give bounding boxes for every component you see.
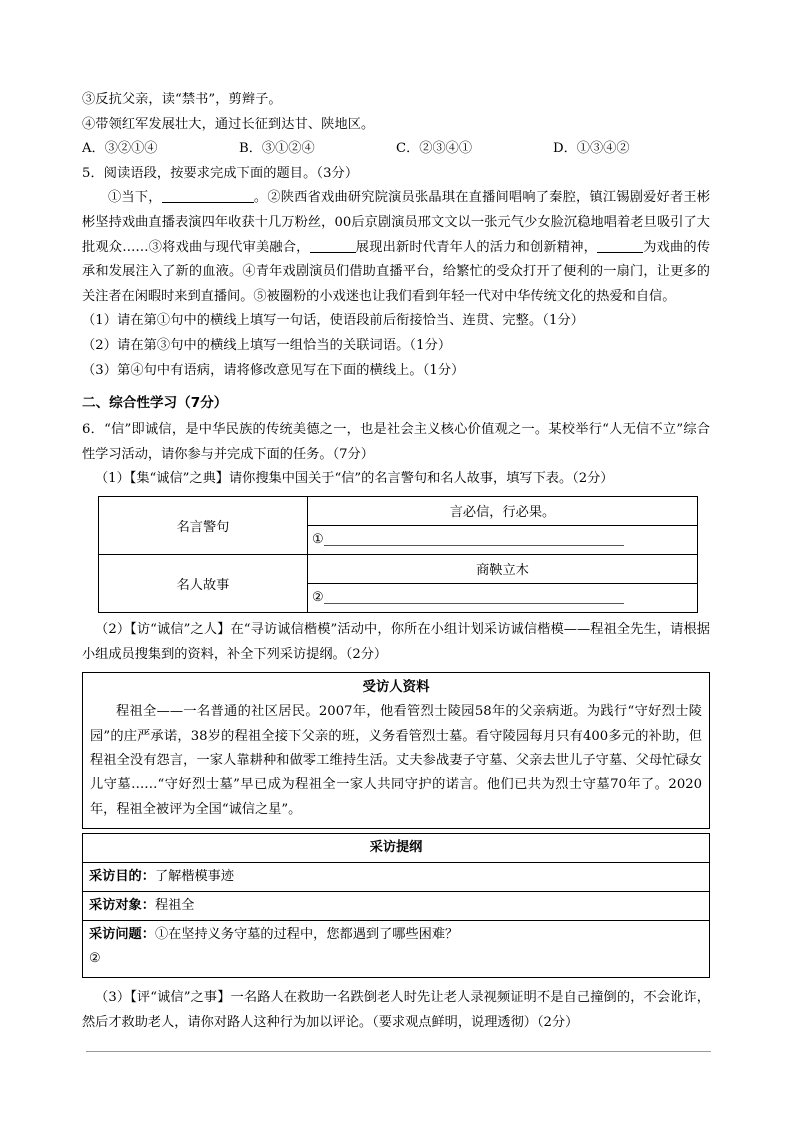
- option-c[interactable]: C．②③④①: [396, 141, 473, 157]
- q5-stem: 5．阅读语段，按要求完成下面的题目。（3分）: [82, 165, 359, 181]
- q5-sub-1: （1）请在第①句中的横线上填写一句话，使语段前后衔接恰当、连贯、完整。（1分）: [82, 313, 585, 329]
- saying-blank-cell[interactable]: [308, 525, 698, 554]
- option-d[interactable]: D．①③④②: [553, 141, 630, 157]
- passage-seg-1: ①当下，: [108, 190, 162, 206]
- outline-purpose-value: 了解楷模事迹: [154, 869, 235, 885]
- q4-options: [82, 137, 710, 162]
- table-row: [99, 496, 698, 525]
- saying-given: 言必信，行必果。: [308, 496, 698, 525]
- q6-stem: 6．“信”即诚信，是中华民族的传统美德之一，也是社会主义核心价值观之一。某校举行“人无信不立”综合性学习活动，请你参与并完成下面的任务。（7分）: [82, 422, 710, 462]
- famous-sayings-table: [98, 496, 698, 613]
- profile-title: 受访人资料: [362, 680, 430, 696]
- passage-blank-3[interactable]: [597, 252, 643, 253]
- passage-blank-1[interactable]: [162, 202, 254, 203]
- outline-subject-value: 程祖全: [154, 898, 195, 914]
- section-2-title: 二、综合性学习（7分）: [82, 395, 228, 412]
- row-label-sayings: 名言警句: [99, 496, 308, 554]
- passage-seg-4: 为戏曲的传承和发展注入了新的血液。④青年戏剧演员们借助直播平台，给繁忙的受众打开了便利的一扇门，让更多的关注者在闲暇时来到直播间。⑤被圈粉的小戏迷也让我们看到年轻一代对中华传统文化的热爱和自信。: [82, 239, 711, 304]
- table-row: [83, 892, 710, 921]
- q5-passage: [82, 186, 710, 309]
- story-blank-cell[interactable]: [308, 583, 698, 612]
- table-row: [83, 921, 710, 978]
- q4-item-3: ③反抗父亲，读“禁书”，剪辫子。: [82, 92, 282, 107]
- passage-blank-2[interactable]: [310, 252, 356, 253]
- outline-subject-row: [83, 892, 710, 921]
- q4-item-4: ④带领红军发展壮大，通过长征到达甘、陕地区。: [82, 116, 375, 132]
- row-label-stories: 名人故事: [99, 554, 308, 612]
- saying-blank-line[interactable]: [324, 545, 624, 546]
- outline-title: 采访提纲: [83, 834, 710, 863]
- outline-questions-label: 采访问题：: [89, 927, 155, 943]
- outline-question-1: ①在坚持义务守墓的过程中，您都遇到了哪些困难？: [154, 927, 459, 943]
- outline-questions-row[interactable]: [83, 921, 710, 978]
- story-blank-line[interactable]: [324, 603, 624, 604]
- interview-outline-table: [82, 833, 710, 978]
- profile-body: 程祖全——一名普通的社区居民。2007年，他看管烈士陵园58年的父亲病逝。为践行“守好烈士陵园”的庄严承诺，38岁的程祖全接下父亲的班，义务看管烈士墓。看守陵园每月只有400多元的补助，但程祖全没有怨言，一家人靠耕种和做零工维持生活。丈夫参战妻子守墓、父亲去世儿子守墓、父母忙碌女儿守墓……“守好烈士墓”早已成为程祖全一家人共同守护的诺言。他们已共为烈士守墓70年了。2020年，程祖全被评为全国“诚信之星”。: [90, 704, 702, 817]
- table-row: [99, 554, 698, 583]
- outline-subject-label: 采访对象：: [89, 898, 155, 914]
- q6-sub1-stem: （1）【集“诚信”之典】请你搜集中国关于“信”的名言警句和名人故事，填写下表。（2分）: [95, 471, 614, 487]
- table-row: [83, 863, 710, 892]
- q5-sub-3: （3）第④句中有语病，请将修改意见写在下面的横线上。（1分）: [82, 362, 465, 378]
- q6-sub3-stem: （3）【评“诚信”之事】一名路人在救助一名跌倒老人时先让老人录视频证明不是自己撞倒的，不会讹诈，然后才救助老人，请你对路人这种行为加以评论。（要求观点鲜明，说理透彻）（2分）: [82, 990, 710, 1030]
- table-row: [83, 834, 710, 863]
- q6-sub2-stem: （2）【访“诚信”之人】在“寻访诚信楷模”活动中，你所在小组计划采访诚信楷模——程祖全先生，请根据小组成员搜集到的资料，补全下列采访提纲。（2分）: [82, 621, 710, 662]
- interviewee-profile-box: [82, 672, 710, 829]
- outline-purpose-row: [83, 863, 710, 892]
- q5-sub-2: （2）请在第③句中的横线上填写一组恰当的关联词语。（1分）: [82, 337, 452, 353]
- outline-purpose-label: 采访目的：: [89, 869, 155, 885]
- answer-line[interactable]: [86, 1051, 711, 1052]
- story-blank-marker: ②: [312, 590, 324, 606]
- passage-seg-3: 展现出新时代青年人的活力和创新精神，: [355, 239, 598, 255]
- option-a[interactable]: A．③②①④: [82, 141, 158, 157]
- saying-blank-marker: ①: [312, 532, 324, 548]
- outline-question-2[interactable]: ②: [89, 951, 101, 967]
- story-given: 商鞅立木: [308, 554, 698, 583]
- option-b[interactable]: B．③①②④: [239, 141, 315, 157]
- passage-seg-2: 。②陕西省戏曲研究院演员张晶琪在直播间唱响了秦腔，镇江锡剧爱好者王彬彬坚持戏曲直播表演四年收获十几万粉丝，00后京剧演员邢文文以一张元气少女脸沉稳地唱着老旦吸引了大批观众……③将戏曲与现代审美融合，: [82, 190, 711, 255]
